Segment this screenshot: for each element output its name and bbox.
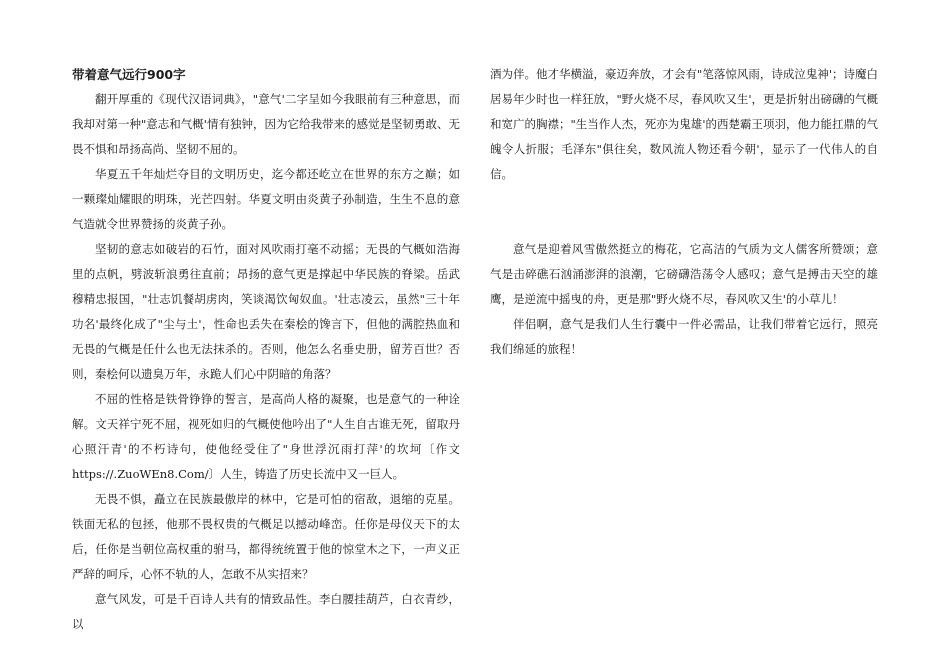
right-column: [490, 62, 878, 362]
paragraph-3: 坚韧的意志如破岩的石竹，面对风吹雨打毫不动摇；无畏的气概如浩海里的点帆，劈波斩浪勇往直前；昂扬的意气更是撑起中华民族的脊梁。岳武穆精忠报国，"壮志饥餐胡虏肉，笑谈渴饮匈奴血。'壮志凌云，虽然"三十年功名'最终化成了"尘与土'，性命也丢失在秦桧的馋言下，但他的满腔热血和无畏的气概是任什么也无法抹杀的。否则，他怎么名垂史册，留芳百世？否则，秦桧何以遗臭万年，永跪人们心中阴暗的角落？: [72, 242, 460, 381]
paragraph-gap: [490, 212, 878, 237]
paragraph-7: 意气是迎着风雪傲然挺立的梅花，它高洁的气质为文人儒客所赞颂；意气是击碎礁石汹涌澎湃的浪潮，它磅礴浩荡令人感叹；意气是搏击天空的雄鹰，是逆流中摇曳的舟，更是那"野火烧不尽，春风吹又生'的小草儿！: [490, 242, 878, 306]
paragraph-6: 意气风发，可是千百诗人共有的情致品性。李白腰挂葫芦，白衣青纱，以: [72, 592, 460, 631]
paragraph-gap: [490, 187, 878, 212]
paragraph-4: 不屈的性格是铁骨铮铮的誓言，是高尚人格的凝聚，也是意气的一种诠解。文天祥宁死不屈，视死如归的气概使他吟出了"人生自古谁无死，留取丹心照汗青'的不朽诗句，使他经受住了"身世浮沉雨打萍'的坎坷〔作文 https://.ZuoWEn8.Com/〕人生，铸造了历史长流中又一巨人。: [72, 392, 460, 481]
paragraph-2: 华夏五千年灿烂夺目的文明历史，迄今都还屹立在世界的东方之巅；如一颗璨灿耀眼的明珠，光芒四射。华夏文明由炎黄子孙制造，生生不息的意气造就令世界赞扬的炎黄子孙。: [72, 167, 460, 231]
paragraph-5: 无畏不惧，矗立在民族最傲岸的林中，它是可怕的宿敌，退缩的克星。铁面无私的包拯，他那不畏权贵的气概足以撼动峰峦。任你是母仪天下的太后，任你是当朝位高权重的驸马，都得统统置于他的惊堂木之下，一声义正严辞的呵斥，心怀不轨的人，怎敢不从实招来？: [72, 492, 460, 581]
paragraph-6-continued: 酒为伴。他才华横溢，豪迈奔放，才会有"笔落惊风雨，诗成泣鬼神'；诗魔白居易年少时也一样狂放，"野火烧不尽，春风吹又生'，更是折射出磅礴的气概和宽广的胸襟；"生当作人杰，死亦为鬼雄'的西楚霸王项羽，他力能扛鼎的气魄令人折服；毛泽东"俱往矣，数风流人物还看今朝'，显示了一代伟人的自信。: [490, 67, 878, 181]
article-title: 带着意气远行900字: [72, 67, 186, 82]
paragraph-8: 伴侣啊，意气是我们人生行囊中一件必需品，让我们带着它远行，照亮我们绵延的旅程！: [490, 317, 878, 356]
paragraph-1: 翻开厚重的《现代汉语词典》，"意气'二字呈如今我眼前有三种意思，而我却对第一种"意志和气概'情有独钟，因为它给我带来的感觉是坚韧勇敢、无畏不惧和昂扬高尚、坚韧不屈的。: [72, 92, 460, 156]
left-column: [72, 62, 460, 637]
